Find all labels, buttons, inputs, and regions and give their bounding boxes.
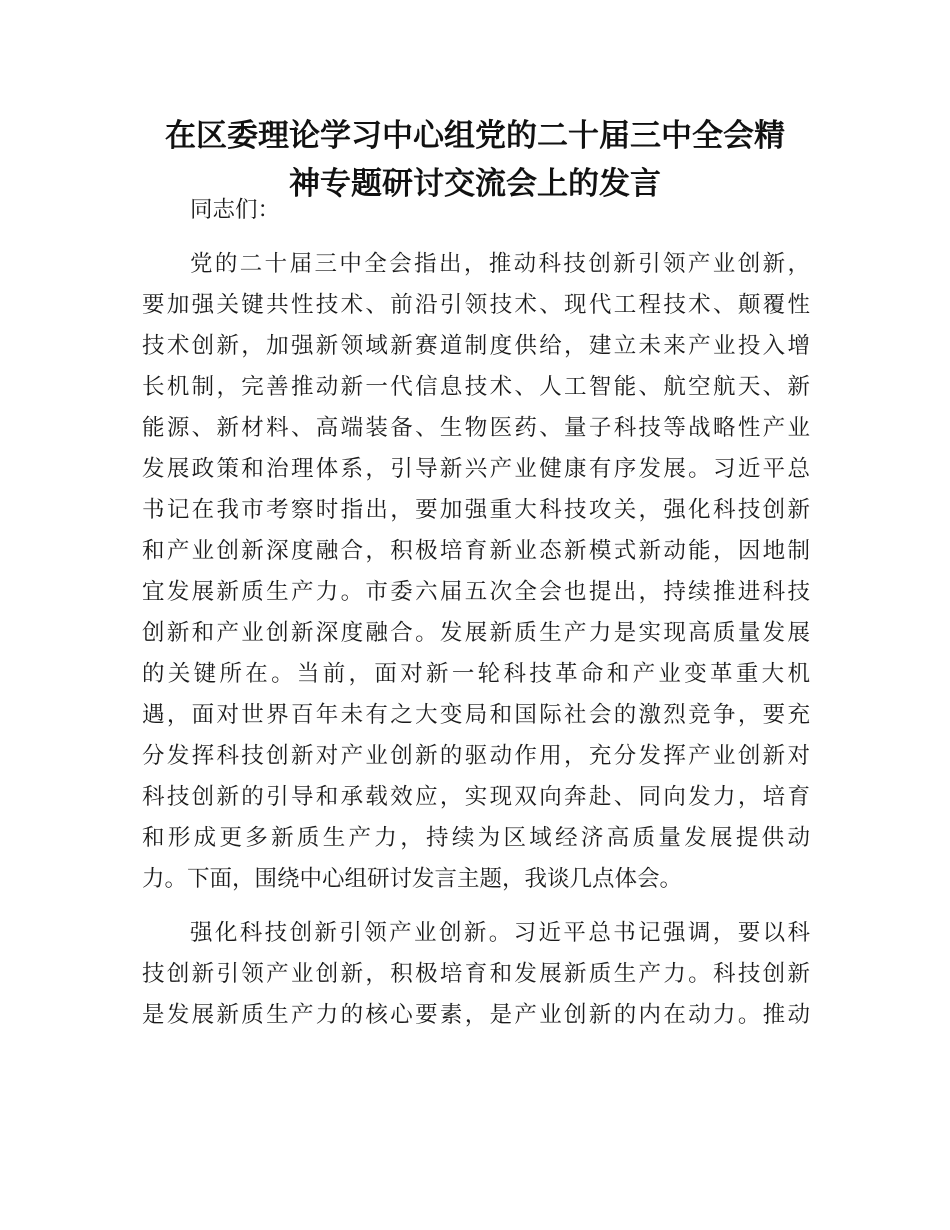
paragraph-1 bbox=[142, 244, 810, 900]
paragraph-line: 的关键所在。当前，面对新一轮科技革命和产业变革重大机 bbox=[142, 661, 810, 687]
title-line: 在区委理论学习中心组党的二十届三中全会精 bbox=[165, 118, 785, 154]
paragraph-line: 要加强关键共性技术、前沿引领技术、现代工程技术、颠覆性 bbox=[142, 292, 810, 318]
title-line: 神专题研讨交流会上的发言 bbox=[289, 166, 661, 202]
paragraph-line: 创新和产业创新深度融合。发展新质生产力是实现高质量发展 bbox=[142, 620, 810, 646]
paragraph-line: 和形成更多新质生产力，持续为区域经济高质量发展提供动 bbox=[142, 825, 810, 851]
salutation: 同志们： bbox=[190, 197, 281, 223]
paragraph-line: 和产业创新深度融合，积极培育新业态新模式新动能，因地制 bbox=[142, 538, 810, 564]
paragraph-line: 党的二十届三中全会指出，推动科技创新引领产业创新， bbox=[190, 251, 810, 277]
paragraph-line: 发展政策和治理体系，引导新兴产业健康有序发展。习近平总 bbox=[142, 456, 810, 482]
paragraph-line: 技术创新，加强新领域新赛道制度供给，建立未来产业投入增 bbox=[142, 333, 810, 359]
paragraph-line: 遇，面对世界百年未有之大变局和国际社会的激烈竞争，要充 bbox=[142, 702, 810, 728]
paragraph-line: 是发展新质生产力的核心要素，是产业创新的内在动力。推动 bbox=[142, 1002, 810, 1028]
paragraph-line: 能源、新材料、高端装备、生物医药、量子科技等战略性产业 bbox=[142, 415, 810, 441]
paragraph-line: 力。下面，围绕中心组研讨发言主题，我谈几点体会。 bbox=[142, 866, 683, 892]
paragraph-line: 长机制，完善推动新一代信息技术、人工智能、航空航天、新 bbox=[142, 374, 810, 400]
paragraph-line: 强化科技创新引领产业创新。习近平总书记强调，要以科 bbox=[190, 920, 810, 946]
paragraph-line: 书记在我市考察时指出，要加强重大科技攻关，强化科技创新 bbox=[142, 497, 810, 523]
paragraph-line: 技创新引领产业创新，积极培育和发展新质生产力。科技创新 bbox=[142, 961, 810, 987]
paragraph-line: 分发挥科技创新对产业创新的驱动作用，充分发挥产业创新对 bbox=[142, 743, 810, 769]
paragraph-line: 宜发展新质生产力。市委六届五次全会也提出，持续推进科技 bbox=[142, 579, 810, 605]
paragraph-line: 科技创新的引导和承载效应，实现双向奔赴、同向发力，培育 bbox=[142, 784, 810, 810]
document-body bbox=[142, 190, 810, 1036]
paragraph-2 bbox=[142, 913, 810, 1036]
